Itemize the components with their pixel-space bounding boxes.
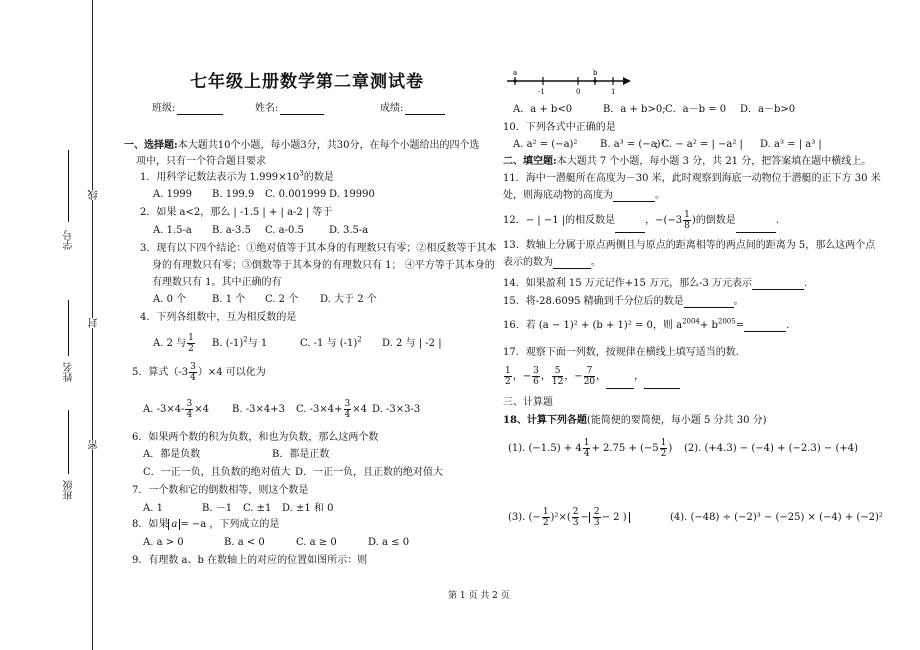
q5-stem-denominator: 4	[190, 373, 196, 383]
q12-expr2-fraction	[683, 210, 691, 231]
q2-option-c[interactable]: C. a-0.5	[265, 225, 304, 236]
q15-line	[503, 296, 744, 308]
calc-3-d: − 2 )	[601, 512, 627, 523]
q4-option-d[interactable]: D. 2 与 | -2 |	[382, 338, 442, 349]
q5-a-denominator: 4	[186, 410, 193, 420]
q1-stem	[140, 169, 334, 184]
q11-line2-end: 。	[655, 190, 665, 201]
axis-label-b: b	[593, 69, 598, 77]
q18-label: 18、计算下列各题	[503, 415, 587, 426]
calc-1-frac-b-den: 2	[660, 449, 667, 459]
q4-a-fraction	[187, 333, 195, 354]
q17-stem: 17．观察下面一列数，按规律在横线上填写适当的数.	[503, 347, 739, 358]
score-label: 成绩:	[380, 103, 404, 114]
q14-answer-blank[interactable]	[752, 279, 804, 290]
calc-1-frac-a-num: 1	[583, 438, 590, 448]
q10-option-d[interactable]: D. a³ = | a³ |	[760, 139, 822, 150]
calc-3-frac-2-den: 3	[572, 518, 579, 528]
q5-c-post: ×4	[352, 404, 367, 415]
number-line-arrow-icon	[623, 77, 631, 85]
section1-heading: 一、选择题:	[124, 140, 178, 151]
calc-4-expr: (−48) ÷ (−2)³ − (−25) × (−4) + (−2)²	[690, 512, 883, 523]
calc-1-frac-a	[583, 438, 591, 459]
q1-stem-exp: 3	[299, 169, 304, 178]
q10-stem: 10．下列各式中正确的是	[503, 122, 616, 133]
q15-text: 15．将-28.6095 精确到千分位后的数是	[503, 296, 684, 307]
q4-option-a[interactable]	[153, 333, 196, 355]
q6-option-d[interactable]: D．一正一负，且正数的绝对值大	[295, 467, 444, 478]
q1-stem-b: 的数是	[303, 172, 334, 183]
q10-option-a[interactable]: A. a² = (−a)²	[513, 139, 578, 150]
calc-2-expr: (+4.3) − (−4) + (−2.3) − (+4)	[704, 443, 858, 454]
name-blank[interactable]	[280, 104, 324, 115]
q11-line2-text: 处，则海底动物的高度为	[503, 190, 613, 201]
q12-end: .	[775, 215, 779, 226]
q17-term2-sign: ，−	[512, 371, 532, 382]
q16-exp1: 2004	[682, 317, 700, 326]
q18-heading	[503, 415, 767, 427]
q17-sequence	[503, 365, 680, 389]
q12-post: 的倒数是	[695, 215, 736, 226]
header-class	[152, 103, 223, 115]
q3-option-c[interactable]: C. 2 个	[265, 294, 299, 305]
calc-3-frac-2-num: 2	[572, 507, 579, 517]
q17-term2	[532, 366, 540, 387]
calc-1-frac-b	[660, 438, 668, 459]
q5-c-fraction	[344, 399, 352, 420]
q18-note: (能简便的要简便，每小题 5 分共 30 分)	[586, 415, 767, 426]
section2-intro	[503, 156, 871, 168]
section1-intro-line2: 项中，只有一个符合题目要求	[136, 156, 266, 167]
calc-3-frac-1	[542, 507, 550, 528]
q16-eq: =	[735, 320, 745, 331]
q5-stem-numerator: 3	[190, 362, 196, 372]
calc-3-a: (−	[528, 512, 541, 523]
q8-abs-a: a	[168, 519, 180, 530]
q4-c-exp: 2	[357, 335, 362, 344]
q17-term4	[584, 366, 595, 387]
q13-line1: 13．数轴上分属于原点两侧且与原点的距离相等的两点间的距离为 5，那么这两个点	[503, 240, 876, 251]
q5-stem-fraction	[189, 362, 197, 383]
q9-option-a[interactable]: A．a + b<0	[513, 104, 573, 115]
q8-option-a[interactable]: A. a > 0	[143, 537, 184, 548]
header-name	[255, 103, 324, 115]
q1-option-c[interactable]: C. 0.001999	[265, 189, 327, 200]
q7-stem: 7．一个数和它的倒数相等，则这个数是	[132, 485, 309, 496]
calc-4	[670, 512, 883, 524]
q17-term3-den: 12	[551, 377, 564, 387]
q3-line2: 身的有理数只有零；③倒数等于其本身的有理数只有 1； ④平方等于其本身的	[152, 260, 495, 271]
q12-expr1: − | −1 |	[525, 215, 566, 226]
q5-stem-post: ）×4 可以化为	[197, 367, 266, 378]
calc-1-c: )	[668, 443, 673, 454]
q3-line1: 3．现有以下四个结论：①绝对值等于其本身的有理数只有零；②相反数等于其本	[140, 243, 497, 254]
q6-option-b[interactable]: B．都是正数	[272, 449, 330, 460]
q11-line2	[503, 190, 665, 202]
q5-a-post: ×4	[194, 404, 209, 415]
axis-label-a: a	[513, 69, 518, 77]
margin-student-id-blank	[68, 150, 70, 222]
q12-expr2-numerator: 1	[684, 210, 690, 220]
q6-option-a[interactable]: A．都是负数	[143, 449, 201, 460]
q16-text: 16．若 (a − 1)² + (b + 1)² = 0，则 a	[503, 320, 683, 331]
margin-class-blank	[68, 410, 70, 474]
q3-line3: 有理数只有 1。其中正确的有	[152, 277, 282, 288]
q4-c-text: C. -1 与 (-1)	[300, 338, 358, 349]
q5-option-a[interactable]	[143, 399, 209, 421]
q17-trail-comma-2: ，	[634, 371, 645, 382]
q6-stem: 6．如果两个数的积为负数，和也为负数，那么这两个数	[132, 432, 379, 443]
q16-end: .	[786, 320, 790, 331]
calc-3-frac-3	[593, 507, 601, 528]
calc-4-label: (4).	[670, 512, 688, 523]
q8-option-d[interactable]: D. a ≤ 0	[368, 537, 410, 548]
score-blank[interactable]	[405, 104, 445, 115]
calc-1-label: (1).	[508, 443, 526, 454]
q9-option-d[interactable]: D．a－b>0	[740, 104, 796, 115]
axis-label-neg1: -1	[538, 88, 545, 96]
seal-seal-mark: 封	[89, 318, 100, 328]
q13-line2-text: 表示的数为	[503, 257, 553, 268]
q13-line2	[503, 257, 601, 269]
q13-answer-blank[interactable]	[553, 258, 591, 269]
section2-intro-text: 本大题共 7 个小题，每小题 3 分，共 21 分，把答案填在题中横线上。	[556, 156, 872, 167]
q5-option-b[interactable]: B. -3×4+3	[232, 404, 285, 415]
q17-term4-sign: ，−	[564, 371, 583, 382]
q1-option-d[interactable]: D. 19990	[329, 189, 375, 200]
q7-option-d[interactable]: D. ±1 和 0	[282, 503, 334, 514]
q14-end: .	[804, 278, 808, 289]
q8-stem-post: = −a ，下列成立的是	[180, 519, 280, 530]
calc-3-frac-1-num: 1	[542, 507, 549, 517]
q17-term1-den: 2	[505, 377, 511, 387]
q9-option-b[interactable]: B．a + b>0;	[603, 104, 666, 115]
q4-stem: 4．下列各组数中，互为相反数的是	[140, 312, 297, 323]
q6-option-c[interactable]: C．一正一负，且负数的绝对值大	[143, 467, 291, 478]
q5-c-numerator: 3	[344, 399, 351, 409]
margin-student-id-label: 学号	[64, 230, 75, 250]
q17-answer-blank-1[interactable]	[606, 378, 634, 389]
q9-option-c[interactable]: C．a－b = 0	[665, 104, 727, 115]
calc-1	[508, 436, 672, 462]
section1-intro-text: 本大题共10个小题，每小题3分，共30分，在每个小题给出的四个选	[177, 140, 480, 151]
q14-line	[503, 278, 807, 290]
seal-line-mark: 线	[89, 190, 100, 200]
q12-comma: ，	[645, 215, 656, 226]
name-label: 姓名:	[255, 103, 279, 114]
calc-2	[684, 443, 858, 455]
calc-3	[508, 505, 630, 531]
q14-text: 14．如果盈利 15 万元记作+15 万元，那么-3 万元表示	[503, 278, 753, 289]
q8-option-b[interactable]: B. a < 0	[224, 537, 265, 548]
calc-1-frac-b-num: 1	[660, 438, 667, 448]
q4-b-text: B. (-1)	[212, 338, 244, 349]
q17-term4-num: 7	[584, 366, 595, 377]
calc-1-a: (−1.5) + 4	[528, 443, 582, 454]
q4-b-exp: 2	[243, 335, 248, 344]
q17-answer-blank-2[interactable]	[644, 378, 680, 389]
q1-option-a[interactable]: A. 1999	[153, 189, 193, 200]
calc-1-b: + 2.75 + (−5	[591, 443, 659, 454]
q3-option-b[interactable]: B. 1 个	[212, 294, 246, 305]
q4-a-text: A. 2 与	[153, 338, 187, 349]
q17-term4-den: 20	[583, 377, 596, 387]
calc-2-label: (2).	[684, 443, 702, 454]
page-footer: 第 1 页 共 2 页	[448, 591, 510, 601]
number-line-figure	[505, 68, 635, 98]
q12-pre: 12．	[503, 215, 526, 226]
q5-a-numerator: 3	[186, 399, 193, 409]
header-score	[380, 103, 445, 115]
q12-mid: 的相反数是	[565, 215, 616, 226]
q5-c-pre: C. -3×4+	[296, 404, 343, 415]
q11-answer-blank[interactable]	[613, 191, 655, 202]
q17-term1-num: 1	[505, 366, 511, 376]
q13-line2-end: 。	[591, 257, 601, 268]
q4-b-post: 与 1	[247, 338, 268, 349]
q7-option-c[interactable]: C. ±1	[243, 503, 272, 514]
class-label: 班级:	[152, 103, 176, 114]
q2-option-a[interactable]: A. 1.5-a	[153, 225, 192, 236]
q15-end: 。	[733, 296, 744, 307]
calc-3-frac-3-den: 3	[593, 518, 600, 528]
calc-3-c: −	[580, 512, 589, 523]
q2-stem: 2．如果 a<2，那么 | -1.5 | + | a-2 | 等于	[140, 207, 333, 218]
q16-line	[503, 317, 790, 332]
q3-option-d[interactable]: D. 大于 2 个	[320, 294, 377, 305]
q12-answer-blank-2[interactable]	[736, 222, 776, 233]
q5-a-fraction	[185, 399, 193, 420]
axis-label-one: 1	[611, 88, 616, 96]
seal-dense-mark: 密	[89, 440, 100, 450]
axis-label-zero: 0	[576, 88, 581, 96]
q8-option-c[interactable]: C. a ≥ 0	[296, 537, 337, 548]
q1-option-b[interactable]: B. 199.9	[212, 189, 255, 200]
q4-option-c[interactable]	[300, 335, 362, 350]
q17-term3-sign: ，	[540, 371, 551, 382]
q2-option-b[interactable]: B. a-3.5	[212, 225, 251, 236]
q16-answer-blank[interactable]	[744, 321, 786, 332]
calc-3-frac-2	[572, 507, 580, 528]
q10-option-b[interactable]: B. a³ = (−a)³	[600, 139, 665, 150]
page-title: 七年级上册数学第二章测试卷	[190, 72, 424, 92]
q9-stem: 9．有理数 a、b 在数轴上的对应的位置如图所示：则	[132, 555, 368, 566]
q15-answer-blank[interactable]	[684, 297, 734, 308]
q17-term2-den: 6	[533, 377, 539, 387]
calc-3-label: (3).	[508, 512, 526, 523]
q12-expr2-post: )	[691, 215, 696, 226]
q4-a-denominator: 2	[188, 344, 194, 354]
margin-name-label: 姓名	[64, 362, 75, 382]
q12-expr2-denominator: 8	[684, 221, 690, 231]
q1-stem-a: 1．用科学记数法表示为 1.999×10	[140, 172, 300, 183]
q8-stem-pre: 8．如果	[132, 519, 169, 530]
calc-3-b: )²×(	[550, 512, 571, 523]
q7-option-b[interactable]: B. －1	[202, 503, 233, 514]
q16-exp2: 2005	[717, 317, 736, 326]
q12-line	[503, 209, 779, 233]
q17-term2-num: 3	[533, 366, 539, 376]
calc-3-frac-3-num: 2	[593, 507, 600, 517]
section2-heading: 二、填空题:	[503, 156, 557, 167]
q5-a-pre: A. -3×4-	[143, 404, 185, 415]
q10-option-c[interactable]: ; C. − a² = | −a² |	[655, 139, 743, 150]
q17-term3	[552, 366, 563, 387]
q4-a-numerator: 1	[188, 333, 194, 343]
section3-heading: 三、计算题	[503, 397, 553, 408]
calc-1-frac-a-den: 4	[583, 449, 590, 459]
q8-stem	[132, 519, 279, 531]
q12-answer-blank-1[interactable]	[615, 222, 645, 233]
section1-intro-line1	[124, 140, 480, 152]
q3-option-a[interactable]: A. 0 个	[153, 294, 187, 305]
calc-3-abs	[589, 507, 630, 528]
q17-trail-comma: ，	[596, 371, 607, 382]
q17-term1	[504, 366, 512, 387]
calc-3-frac-1-den: 2	[542, 518, 549, 528]
q5-stem	[132, 362, 266, 384]
q16-mid: + b	[699, 320, 718, 331]
q5-stem-pre: 5．算式（-3	[132, 367, 189, 378]
q7-option-a[interactable]: A. 1	[143, 503, 163, 514]
q5-c-denominator: 4	[344, 410, 351, 420]
margin-class-label: 班级	[64, 480, 75, 500]
q5-option-d[interactable]: D. -3×3-3	[372, 404, 421, 415]
q17-term3-num: 5	[552, 366, 563, 377]
point-b	[593, 79, 596, 82]
q11-line1: 11．海中一潜艇所在高度为－30 米，此时观察到海底一动物位于潜艇的正下方 30 米	[503, 173, 881, 184]
margin-name-blank	[68, 300, 70, 356]
point-a	[513, 79, 516, 82]
class-blank[interactable]	[177, 104, 223, 115]
q5-option-c[interactable]	[296, 399, 367, 421]
q4-option-b[interactable]	[212, 335, 268, 350]
q2-option-d[interactable]: D. 3.5-a	[329, 225, 369, 236]
q12-expr2-pre: −(−3	[655, 215, 683, 226]
